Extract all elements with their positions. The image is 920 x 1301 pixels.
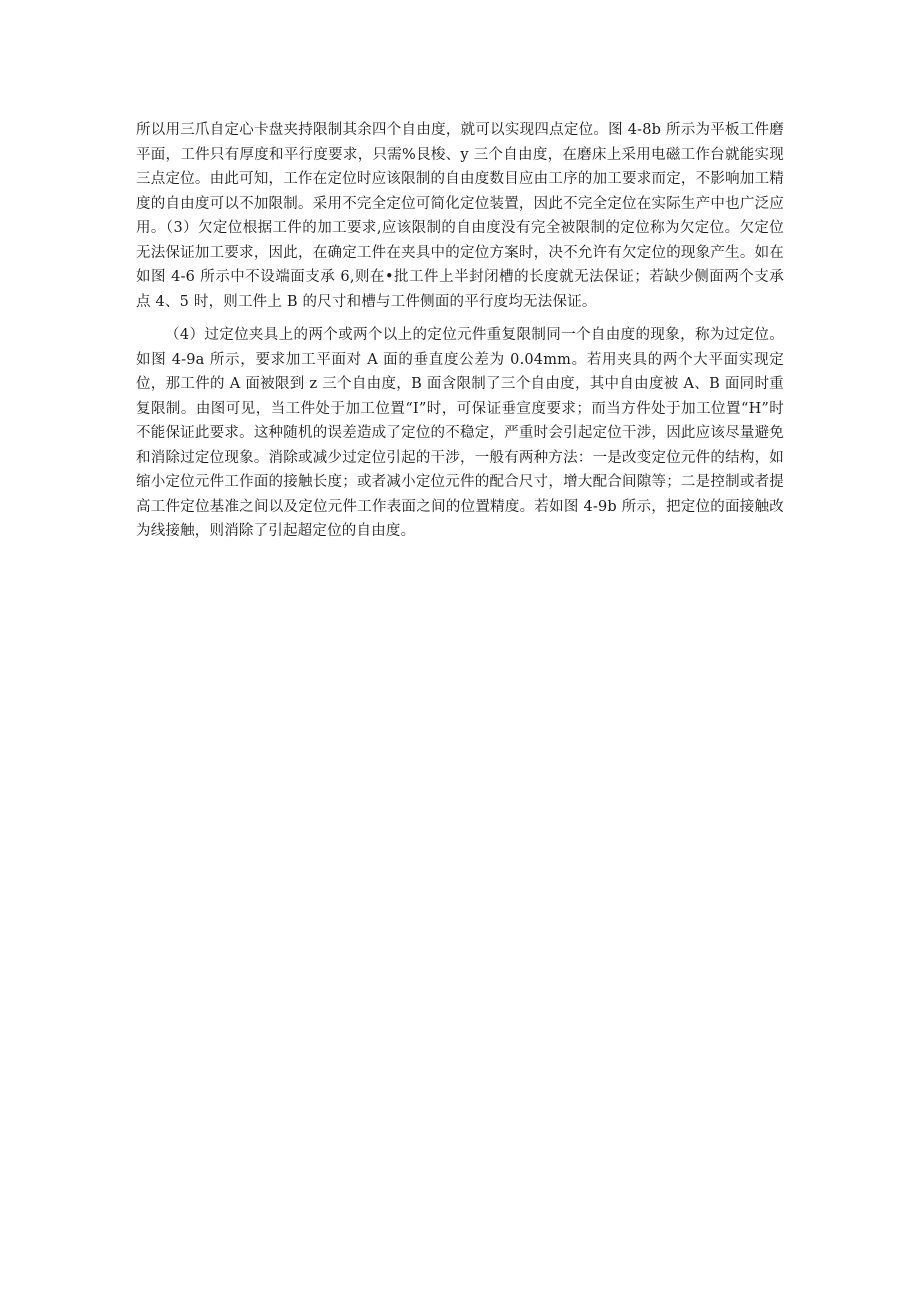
paragraph-1: 所以用三爪自定心卡盘夹持限制其余四个自由度，就可以实现四点定位。图 4-8b 所示为平板工件磨平面，工件只有厚度和平行度要求，只需%艮梭、y 三个自由度，在磨床上采用电磁工作台就能实现三点定位。由此可知，工作在定位时应该限制的自由度数目应由工序的加工要求而定，不影响加工精度的自由度可以不加限制。采用不完全定位可简化定位装置，因此不完全定位在实际生产中也广泛应用。（3）欠定位根据工件的加工要求,应该限制的自由度没有完全被限制的定位称为欠定位。欠定位无法保证加工要求，因此，在确定工件在夹具中的定位方案时，决不允许有欠定位的现象产生。如在如图 4-6 所示中不设端面支承 6,则在•批工件上半封闭槽的长度就无法保证；若缺少侧面两个支承点 4、5 时，则工件上 B 的尺寸和槽与工件侧面的平行度均无法保证。 bbox=[136, 122, 784, 310]
document-body bbox=[136, 118, 784, 544]
paragraph-2: （4）过定位夹具上的两个或两个以上的定位元件重复限制同一个自由度的现象，称为过定位。如图 4-9a 所示，要求加工平面对 A 面的垂直度公差为 0.04mm。若用夹具的两个大平面实现定位，那工件的 A 面被限到 z 三个自由度，B 面含限制了三个自由度，其中自由度被 A、B 面同时重复限制。由图可见，当工件处于加工位置“I”时，可保证垂宣度要求；而当方件处于加工位置“H”时不能保证此要求。这种随机的误差造成了定位的不稳定，严重时会引起定位干涉，因此应该尽量避免和消除过定位现象。消除或减少过定位引起的干涉，一般有两种方法：一是改变定位元件的结构，如缩小定位元件工作面的接触长度；或者减小定位元件的配合尺寸，增大配合间隙等；二是控制或者提高工件定位基准之间以及定位元件工作表面之间的位置精度。若如图 4-9b 所示，把定位的面接触改为线接触，则消除了引起超定位的自由度。 bbox=[136, 327, 784, 539]
